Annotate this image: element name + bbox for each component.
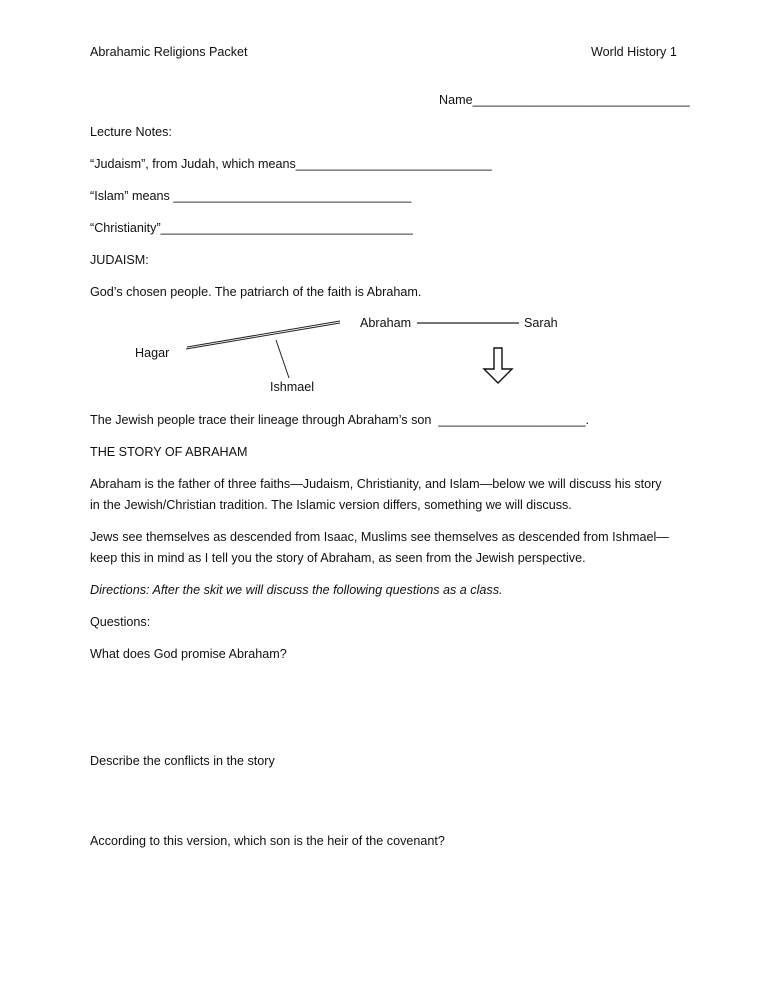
definition-judaism: “Judaism”, from Judah, which means____________________________ bbox=[90, 157, 492, 171]
lineage-sentence: The Jewish people trace their lineage through Abraham’s son _____________________. bbox=[90, 413, 589, 427]
tree-abraham: Abraham bbox=[360, 316, 412, 330]
header-left: Abrahamic Religions Packet bbox=[90, 45, 248, 59]
story-heading: THE STORY OF ABRAHAM bbox=[90, 445, 248, 459]
paragraph2-line2: keep this in mind as I tell you the story of Abraham, as seen from the Jewish perspective. bbox=[90, 551, 586, 565]
down-arrow-icon bbox=[484, 348, 512, 383]
question-2: Describe the conflicts in the story bbox=[90, 754, 275, 768]
definition-islam: “Islam” means __________________________________ bbox=[90, 189, 412, 203]
paragraph1-line1: Abraham is the father of three faiths—Judaism, Christianity, and Islam—below we will discuss his story bbox=[90, 477, 662, 491]
lecture-notes-heading: Lecture Notes: bbox=[90, 125, 172, 139]
judaism-heading: JUDAISM: bbox=[90, 253, 149, 267]
tree-sarah: Sarah bbox=[524, 316, 558, 330]
definition-christianity: “Christianity”____________________________________ bbox=[90, 221, 413, 235]
questions-heading: Questions: bbox=[90, 615, 151, 629]
paragraph1-line2: in the Jewish/Christian tradition. The Islamic version differs, something we will discuss. bbox=[90, 498, 572, 512]
tree-ishmael: Ishmael bbox=[270, 380, 315, 394]
question-1: What does God promise Abraham? bbox=[90, 647, 287, 661]
paragraph2-line1: Jews see themselves as descended from Isaac, Muslims see themselves as descended from Ishmael— bbox=[90, 530, 669, 544]
name-line: Name_______________________________ bbox=[439, 93, 690, 107]
question-3: According to this version, which son is the heir of the covenant? bbox=[90, 834, 445, 848]
directions: Directions: After the skit we will discuss the following questions as a class. bbox=[90, 583, 503, 597]
tree-hagar: Hagar bbox=[135, 346, 170, 360]
header-right: World History 1 bbox=[591, 45, 677, 59]
judaism-intro: God’s chosen people. The patriarch of the faith is Abraham. bbox=[90, 285, 422, 299]
